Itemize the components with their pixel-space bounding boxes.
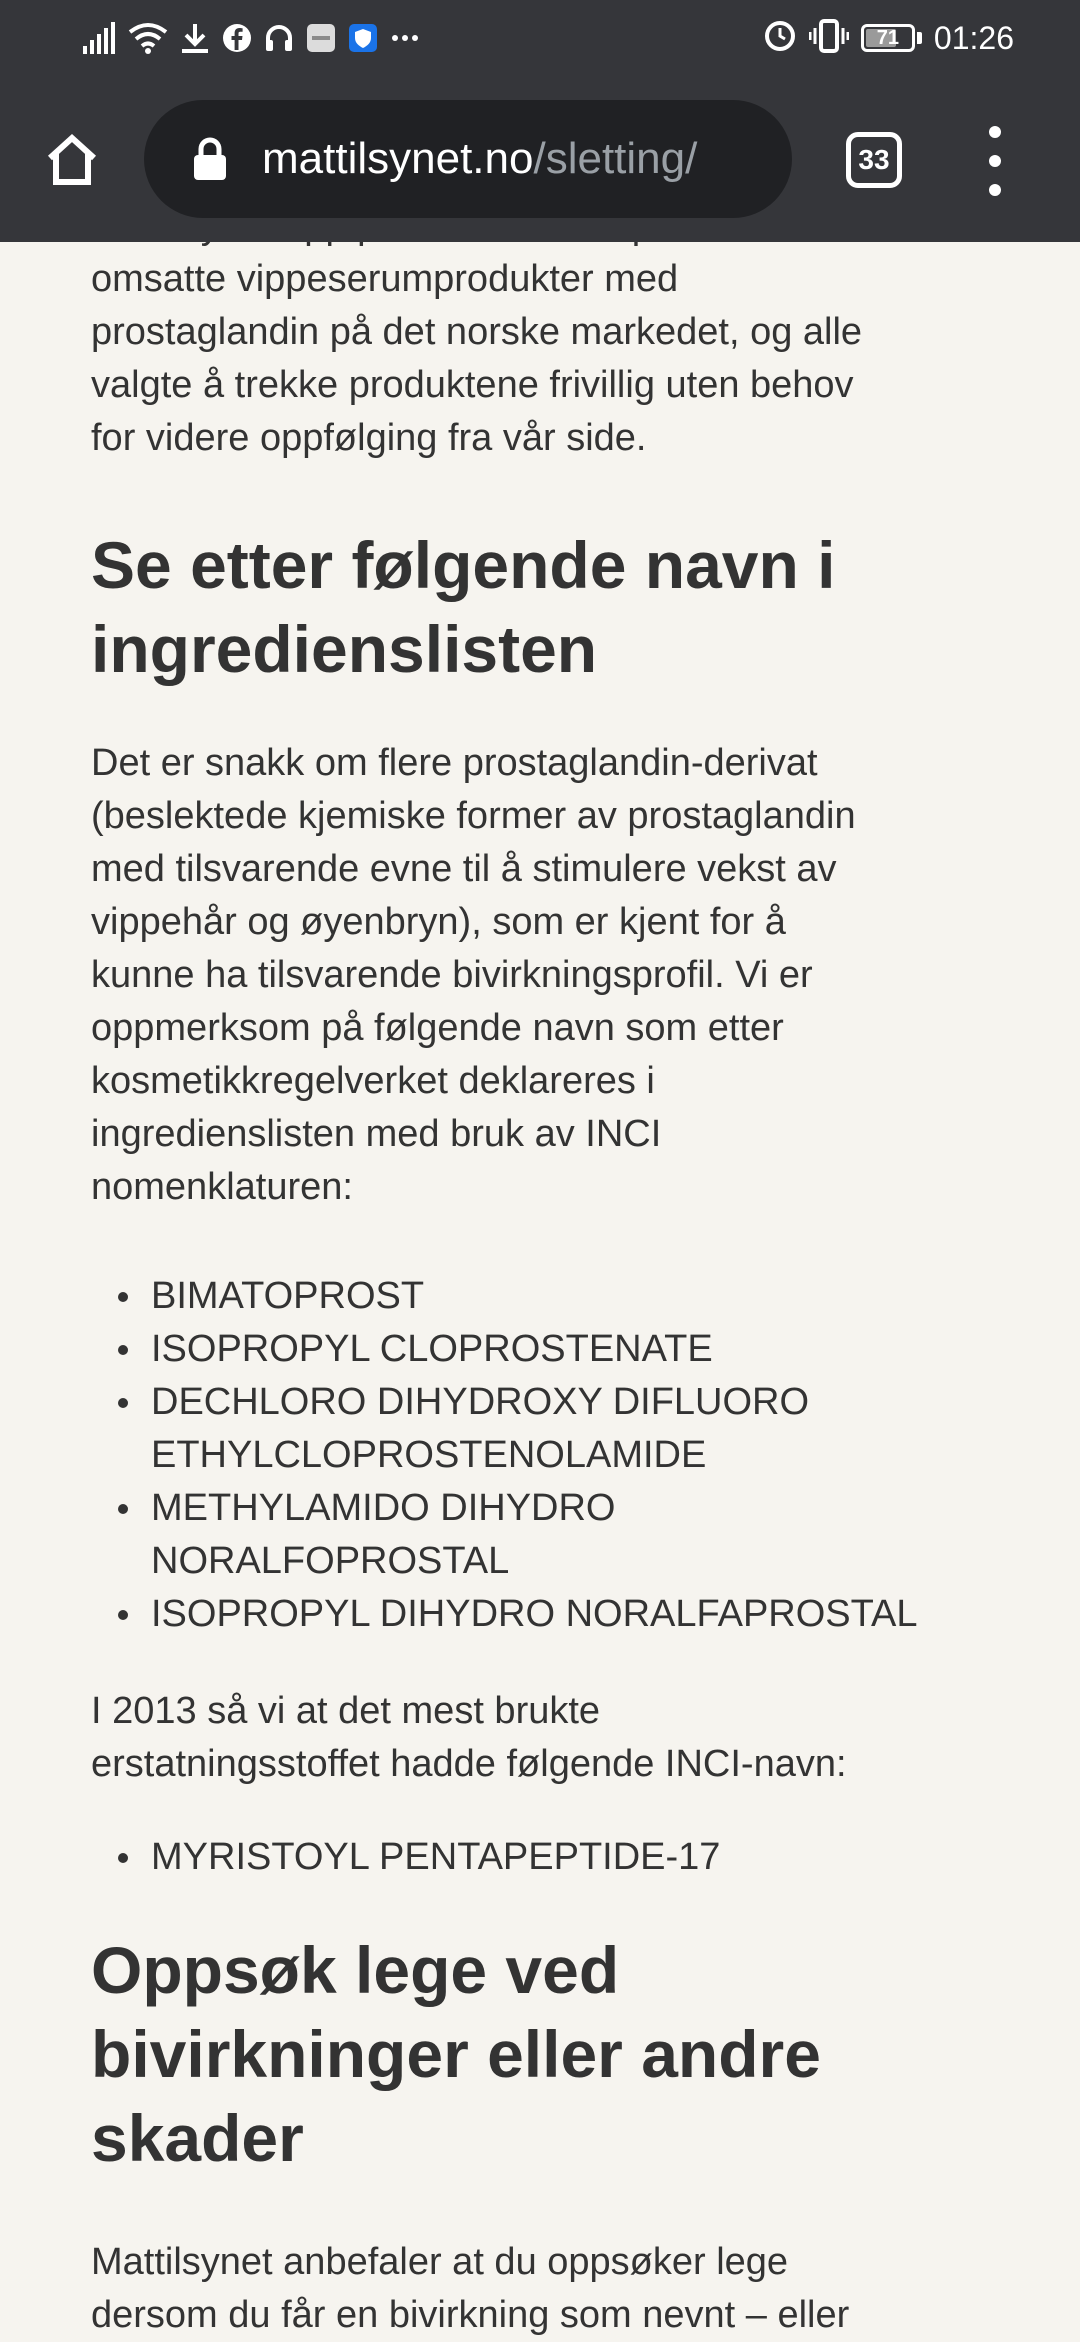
article-content: [91, 200, 991, 2342]
replacement-paragraph: I 2013 så vi at det mest brukte erstatningsstoffet hadde følgende INCI-navn:: [91, 1690, 847, 1785]
tab-switcher-button[interactable]: [846, 132, 902, 188]
signal-icon: [82, 22, 116, 54]
tab-count: 33: [858, 144, 890, 175]
url-domain: mattilsynet.no: [262, 134, 534, 183]
battery-level: 71: [876, 26, 900, 49]
heading-see-doctor: Oppsøk lege ved bivirkninger eller andre skader: [91, 1933, 821, 2175]
list-item: METHYLAMIDO DIHYDRO NORALFOPROSTAL: [91, 1482, 991, 1588]
browser-chrome: [0, 0, 1080, 242]
status-time: 01:26: [933, 19, 1014, 56]
facebook-icon: [222, 23, 252, 53]
list-item: DECHLORO DIHYDROXY DIFLUORO ETHYLCLOPROSTENOLAMIDE: [91, 1376, 991, 1482]
replacement-name-list: [91, 1831, 991, 1884]
list-item: MYRISTOYL PENTAPEPTIDE-17: [91, 1831, 991, 1884]
home-icon: [42, 130, 102, 190]
wifi-icon: [128, 22, 168, 54]
prostaglandin-paragraph: Det er snakk om flere prostaglandin-derivat (beslektede kjemiske former av prostaglandin med tilsvarende evne til å stimulere vekst av vippehår og øyenbryn), som er kjent for å kunne ha tilsvarende bivirkningsprofil. Vi er oppmerksom på følgende navn som etter kosmetikkregelverket deklareres i ingredienslisten med bruk av INCI nomenklaturen:: [91, 742, 856, 1208]
system-icons: [763, 16, 1014, 60]
overflow-menu-button[interactable]: [970, 126, 1020, 196]
intro-line: for videre oppfølging fra vår side.: [91, 417, 647, 459]
shield-icon: [348, 23, 378, 53]
status-bar: [0, 0, 1080, 76]
list-item: ISOPROPYL CLOPROSTENATE: [91, 1323, 991, 1376]
headphones-icon: [264, 23, 294, 53]
url-path: /sletting/: [533, 134, 698, 183]
hms-icon: [306, 23, 336, 53]
vibrate-icon: [809, 19, 849, 58]
inci-name-list: [91, 1270, 991, 1641]
address-bar[interactable]: [144, 100, 792, 218]
list-item: BIMATOPROST: [91, 1270, 991, 1323]
url-text[interactable]: [262, 134, 792, 184]
more-notifications-icon: [390, 23, 420, 53]
lock-icon: [192, 137, 228, 181]
heading-ingredient-names: Se etter følgende navn i ingredienslisten: [91, 528, 836, 686]
list-item: ISOPROPYL DIHYDRO NORALFAPROSTAL: [91, 1588, 991, 1641]
home-button[interactable]: [28, 116, 116, 204]
overflow-menu-icon: [989, 126, 1001, 138]
intro-line: omsatte vippeserumprodukter med: [91, 258, 679, 300]
intro-line: prostaglandin på det norske markedet, og alle: [91, 311, 863, 353]
battery-tip: [917, 32, 922, 44]
browser-toolbar: [0, 76, 1080, 242]
download-icon: [180, 22, 210, 54]
notification-icons: [82, 18, 420, 58]
battery-icon: [861, 24, 915, 52]
doctor-paragraph: Mattilsynet anbefaler at du oppsøker lege dersom du får en bivirkning som nevnt – eller: [91, 2241, 850, 2336]
data-saver-icon: [763, 19, 797, 58]
intro-line: valgte å trekke produktene frivillig uten behov: [91, 364, 854, 406]
